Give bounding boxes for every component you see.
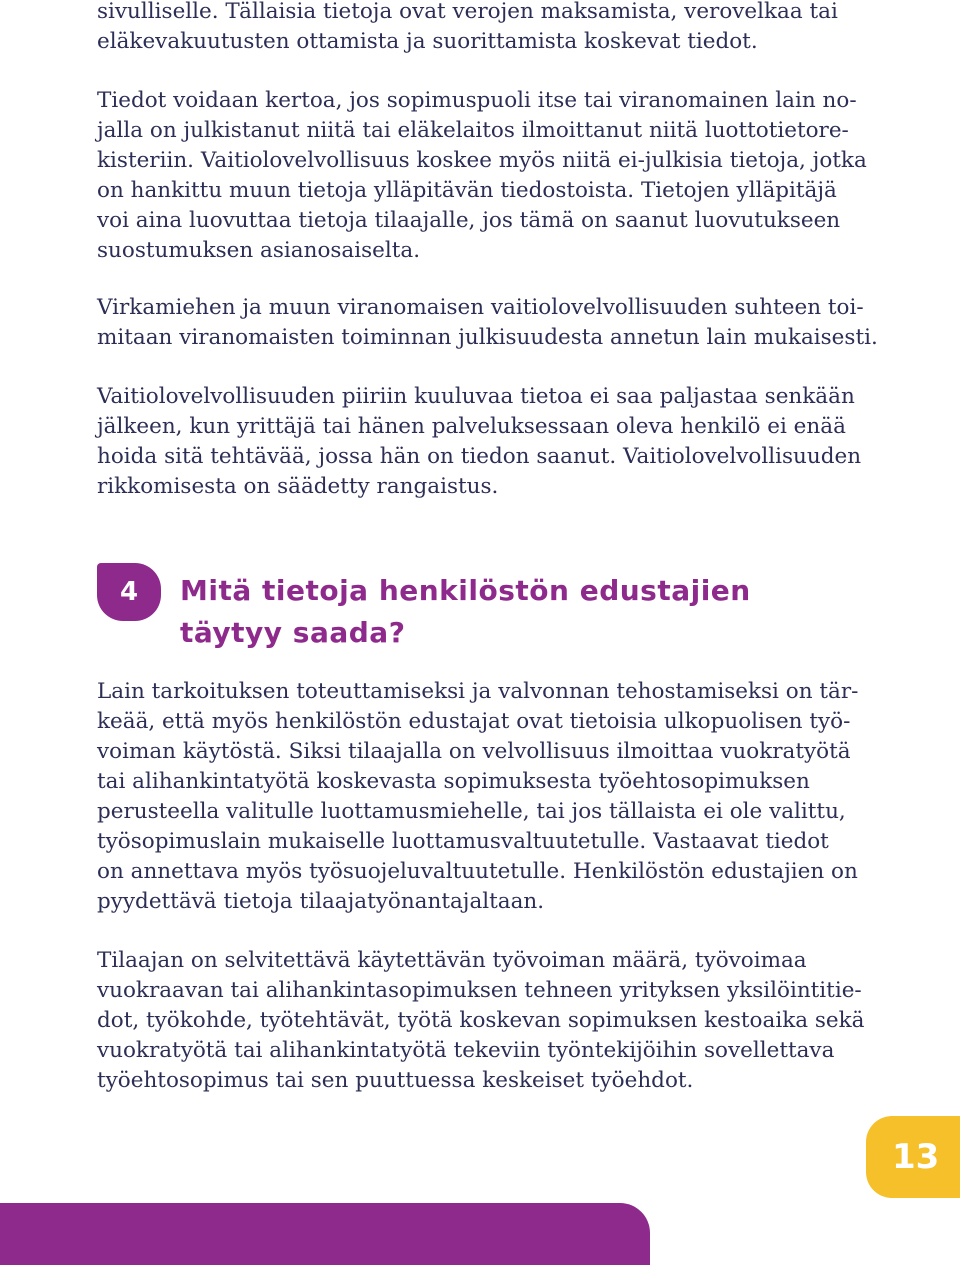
text-line: vuokratyötä tai alihankintatyötä tekeviin työntekijöihin sovellettava xyxy=(97,1038,835,1063)
section-number-badge: 4 xyxy=(97,563,161,621)
text-line: kisteriin. Vaitiolovelvollisuus koskee myös niitä ei-julkisia tietoja, jotka xyxy=(97,148,867,173)
section-heading-line: täytyy saada? xyxy=(180,616,406,649)
text-line: voiman käytöstä. Siksi tilaajalla on velvollisuus ilmoittaa vuokratyötä xyxy=(97,739,851,764)
section-heading xyxy=(180,570,860,654)
paragraph-disclosure xyxy=(97,86,877,266)
page-number-tab: 13 xyxy=(866,1116,960,1198)
text-line: sivulliselle. Tällaisia tietoja ovat verojen maksamista, verovelkaa tai xyxy=(97,0,838,24)
text-line: rikkomisesta on säädetty rangaistus. xyxy=(97,474,499,499)
text-line: jalla on julkistanut niitä tai eläkelaitos ilmoittanut niitä luottotietore- xyxy=(97,118,849,143)
text-line: Tilaajan on selvitettävä käytettävän työvoiman määrä, työvoimaa xyxy=(97,948,807,973)
text-line: on hankittu muun tietoja ylläpitävän tiedostoista. Tietojen ylläpitäjä xyxy=(97,178,837,203)
text-line: suostumuksen asianosaiselta. xyxy=(97,238,421,263)
text-line: tai alihankintatyötä koskevasta sopimuksesta työehtosopimuksen xyxy=(97,769,810,794)
text-line: Tiedot voidaan kertoa, jos sopimuspuoli itse tai viranomainen lain no- xyxy=(97,88,857,113)
paragraph-client-obligations xyxy=(97,946,877,1096)
paragraph-confidentiality-duration xyxy=(97,382,877,502)
text-line: mitaan viranomaisten toiminnan julkisuudesta annetun lain mukaisesti. xyxy=(97,325,878,350)
footer-decorative-bar xyxy=(0,1203,650,1265)
text-line: työehtosopimus tai sen puuttuessa keskeiset työehdot. xyxy=(97,1068,694,1093)
text-line: vuokraavan tai alihankintasopimuksen tehneen yrityksen yksilöintitie- xyxy=(97,978,862,1003)
text-line: jälkeen, kun yrittäjä tai hänen palveluksessaan oleva henkilö ei enää xyxy=(97,414,846,439)
paragraph-tax-info xyxy=(97,0,877,57)
text-line: dot, työkohde, työtehtävät, työtä koskevan sopimuksen kestoaika sekä xyxy=(97,1008,865,1033)
text-line: on annettava myös työsuojeluvaltuutetulle. Henkilöstön edustajien on xyxy=(97,859,858,884)
text-line: perusteella valitulle luottamusmiehelle, tai jos tällaista ei ole valittu, xyxy=(97,799,846,824)
paragraph-employee-representatives xyxy=(97,677,877,917)
text-line: keää, että myös henkilöstön edustajat ovat tietoisia ulkopuolisen työ- xyxy=(97,709,851,734)
paragraph-civil-servant xyxy=(97,293,877,353)
text-line: Lain tarkoituksen toteuttamiseksi ja valvonnan tehostamiseksi on tär- xyxy=(97,679,859,704)
text-line: työsopimuslain mukaiselle luottamusvaltuutetulle. Vastaavat tiedot xyxy=(97,829,829,854)
text-line: voi aina luovuttaa tietoja tilaajalle, jos tämä on saanut luovutukseen xyxy=(97,208,841,233)
text-line: pyydettävä tietoja tilaajatyönantajaltaan. xyxy=(97,889,545,914)
text-line: eläkevakuutusten ottamista ja suorittamista koskevat tiedot. xyxy=(97,29,758,54)
section-heading-line: Mitä tietoja henkilöstön edustajien xyxy=(180,574,751,607)
text-line: hoida sitä tehtävää, jossa hän on tiedon saanut. Vaitiolovelvollisuuden xyxy=(97,444,862,469)
text-line: Vaitiolovelvollisuuden piiriin kuuluvaa tietoa ei saa paljastaa senkään xyxy=(97,384,855,409)
text-line: Virkamiehen ja muun viranomaisen vaitiolovelvollisuuden suhteen toi- xyxy=(97,295,864,320)
